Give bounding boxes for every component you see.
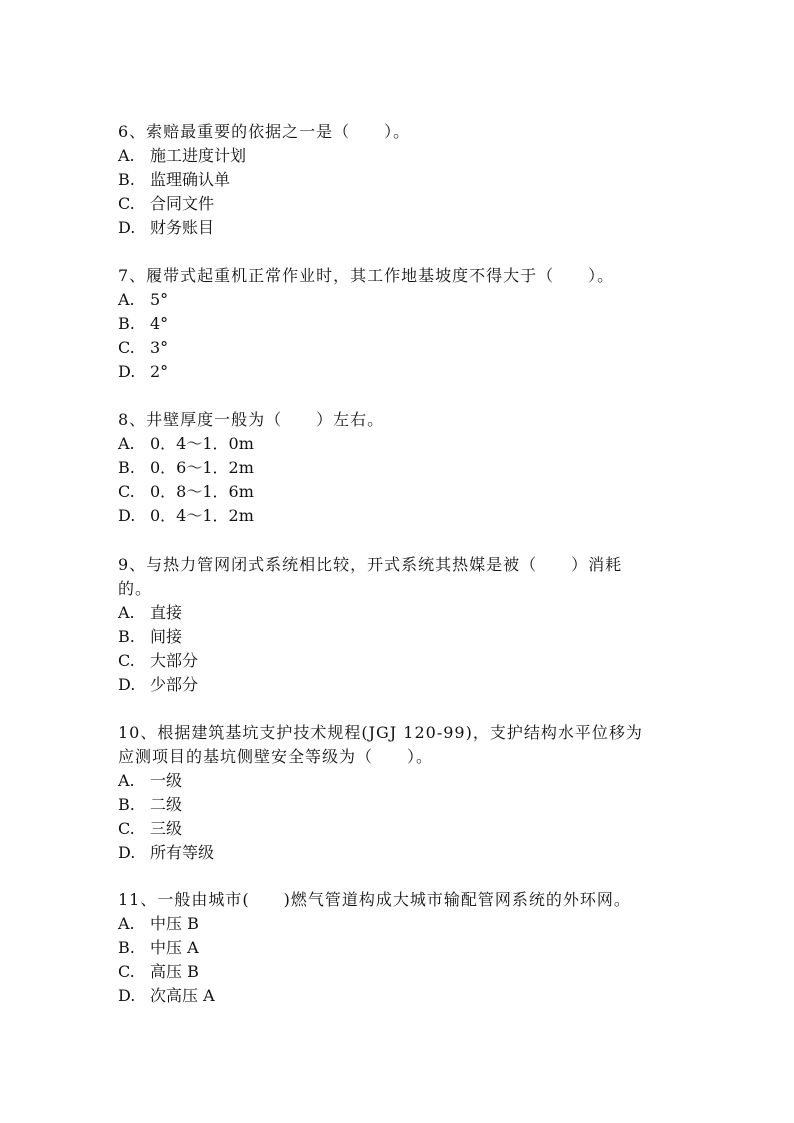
option-text: 3° [150,338,169,357]
option-d [118,841,688,865]
option-c [118,192,688,216]
option-c [118,817,688,841]
option-letter: B. [118,938,135,957]
option-letter: A. [118,290,135,309]
option-text: 一级 [150,771,183,790]
question-stem: 7、履带式起重机正常作业时，其工作地基坡度不得大于（ ）。 [118,266,615,285]
option-text: 次高压 A [150,986,215,1005]
option-letter: B. [118,795,135,814]
option-text: 0．8～1．6m [150,482,254,501]
option-text: 0．4～1．2m [150,506,254,525]
option-letter: B. [118,170,135,189]
option-text: 高压 B [150,962,199,981]
option-letter: D. [118,506,136,525]
option-b [118,168,688,192]
option-letter: D. [118,218,136,237]
option-c [118,960,688,984]
question-stem: 11、一般由城市( )燃气管道构成大城市输配管网系统的外环网。 [118,890,631,909]
option-text: 直接 [150,603,183,622]
question-7 [118,264,688,384]
option-text: 财务账目 [150,218,215,237]
option-letter: C. [118,962,135,981]
option-text: 0．4～1．0m [150,434,254,453]
option-a [118,912,688,936]
option-a [118,144,688,168]
option-a [118,432,688,456]
option-letter: A. [118,914,135,933]
option-a [118,769,688,793]
option-b [118,936,688,960]
option-text: 合同文件 [150,194,215,213]
question-stem: 9、与热力管网闭式系统相比较，开式系统其热媒是被（ ）消耗 [118,555,623,574]
option-text: 二级 [150,795,183,814]
option-letter: C. [118,819,135,838]
option-a [118,601,688,625]
question-9 [118,553,688,697]
option-b [118,312,688,336]
option-text: 大部分 [150,651,199,670]
option-d [118,216,688,240]
question-6 [118,120,688,240]
option-text: 施工进度计划 [150,146,247,165]
option-letter: A. [118,146,135,165]
option-b [118,456,688,480]
option-text: 中压 B [150,914,199,933]
option-text: 5° [150,290,169,309]
option-letter: D. [118,362,136,381]
option-letter: A. [118,603,135,622]
option-d [118,504,688,528]
option-text: 中压 A [150,938,199,957]
option-letter: B. [118,314,135,333]
option-b [118,793,688,817]
question-stem: 10、根据建筑基坑支护技术规程(JGJ 120-99)，支护结构水平位移为 [118,723,643,742]
option-a [118,288,688,312]
question-10 [118,721,688,865]
question-stem-continued: 应测项目的基坑侧壁安全等级为（ ）。 [118,747,434,766]
option-text: 间接 [150,627,183,646]
question-8 [118,408,688,528]
option-b [118,625,688,649]
option-letter: A. [118,434,135,453]
option-text: 0．6～1．2m [150,458,254,477]
option-text: 2° [150,362,169,381]
option-c [118,649,688,673]
option-d [118,673,688,697]
question-stem: 8、井壁厚度一般为（ ）左右。 [118,410,385,429]
option-text: 三级 [150,819,183,838]
option-letter: A. [118,771,135,790]
option-letter: D. [118,986,136,1005]
option-letter: B. [118,627,135,646]
option-d [118,360,688,384]
option-c [118,336,688,360]
option-letter: B. [118,458,135,477]
option-letter: D. [118,843,136,862]
option-d [118,984,688,1008]
question-stem-continued: 的。 [118,579,153,598]
option-text: 所有等级 [150,843,215,862]
option-letter: C. [118,651,135,670]
option-letter: C. [118,338,135,357]
option-letter: C. [118,482,135,501]
option-text: 少部分 [150,675,199,694]
question-stem: 6、索赔最重要的依据之一是（ ）。 [118,122,411,141]
option-text: 4° [150,314,169,333]
option-text: 监理确认单 [150,170,231,189]
option-letter: C. [118,194,135,213]
option-letter: D. [118,675,136,694]
question-11 [118,888,688,1008]
option-c [118,480,688,504]
